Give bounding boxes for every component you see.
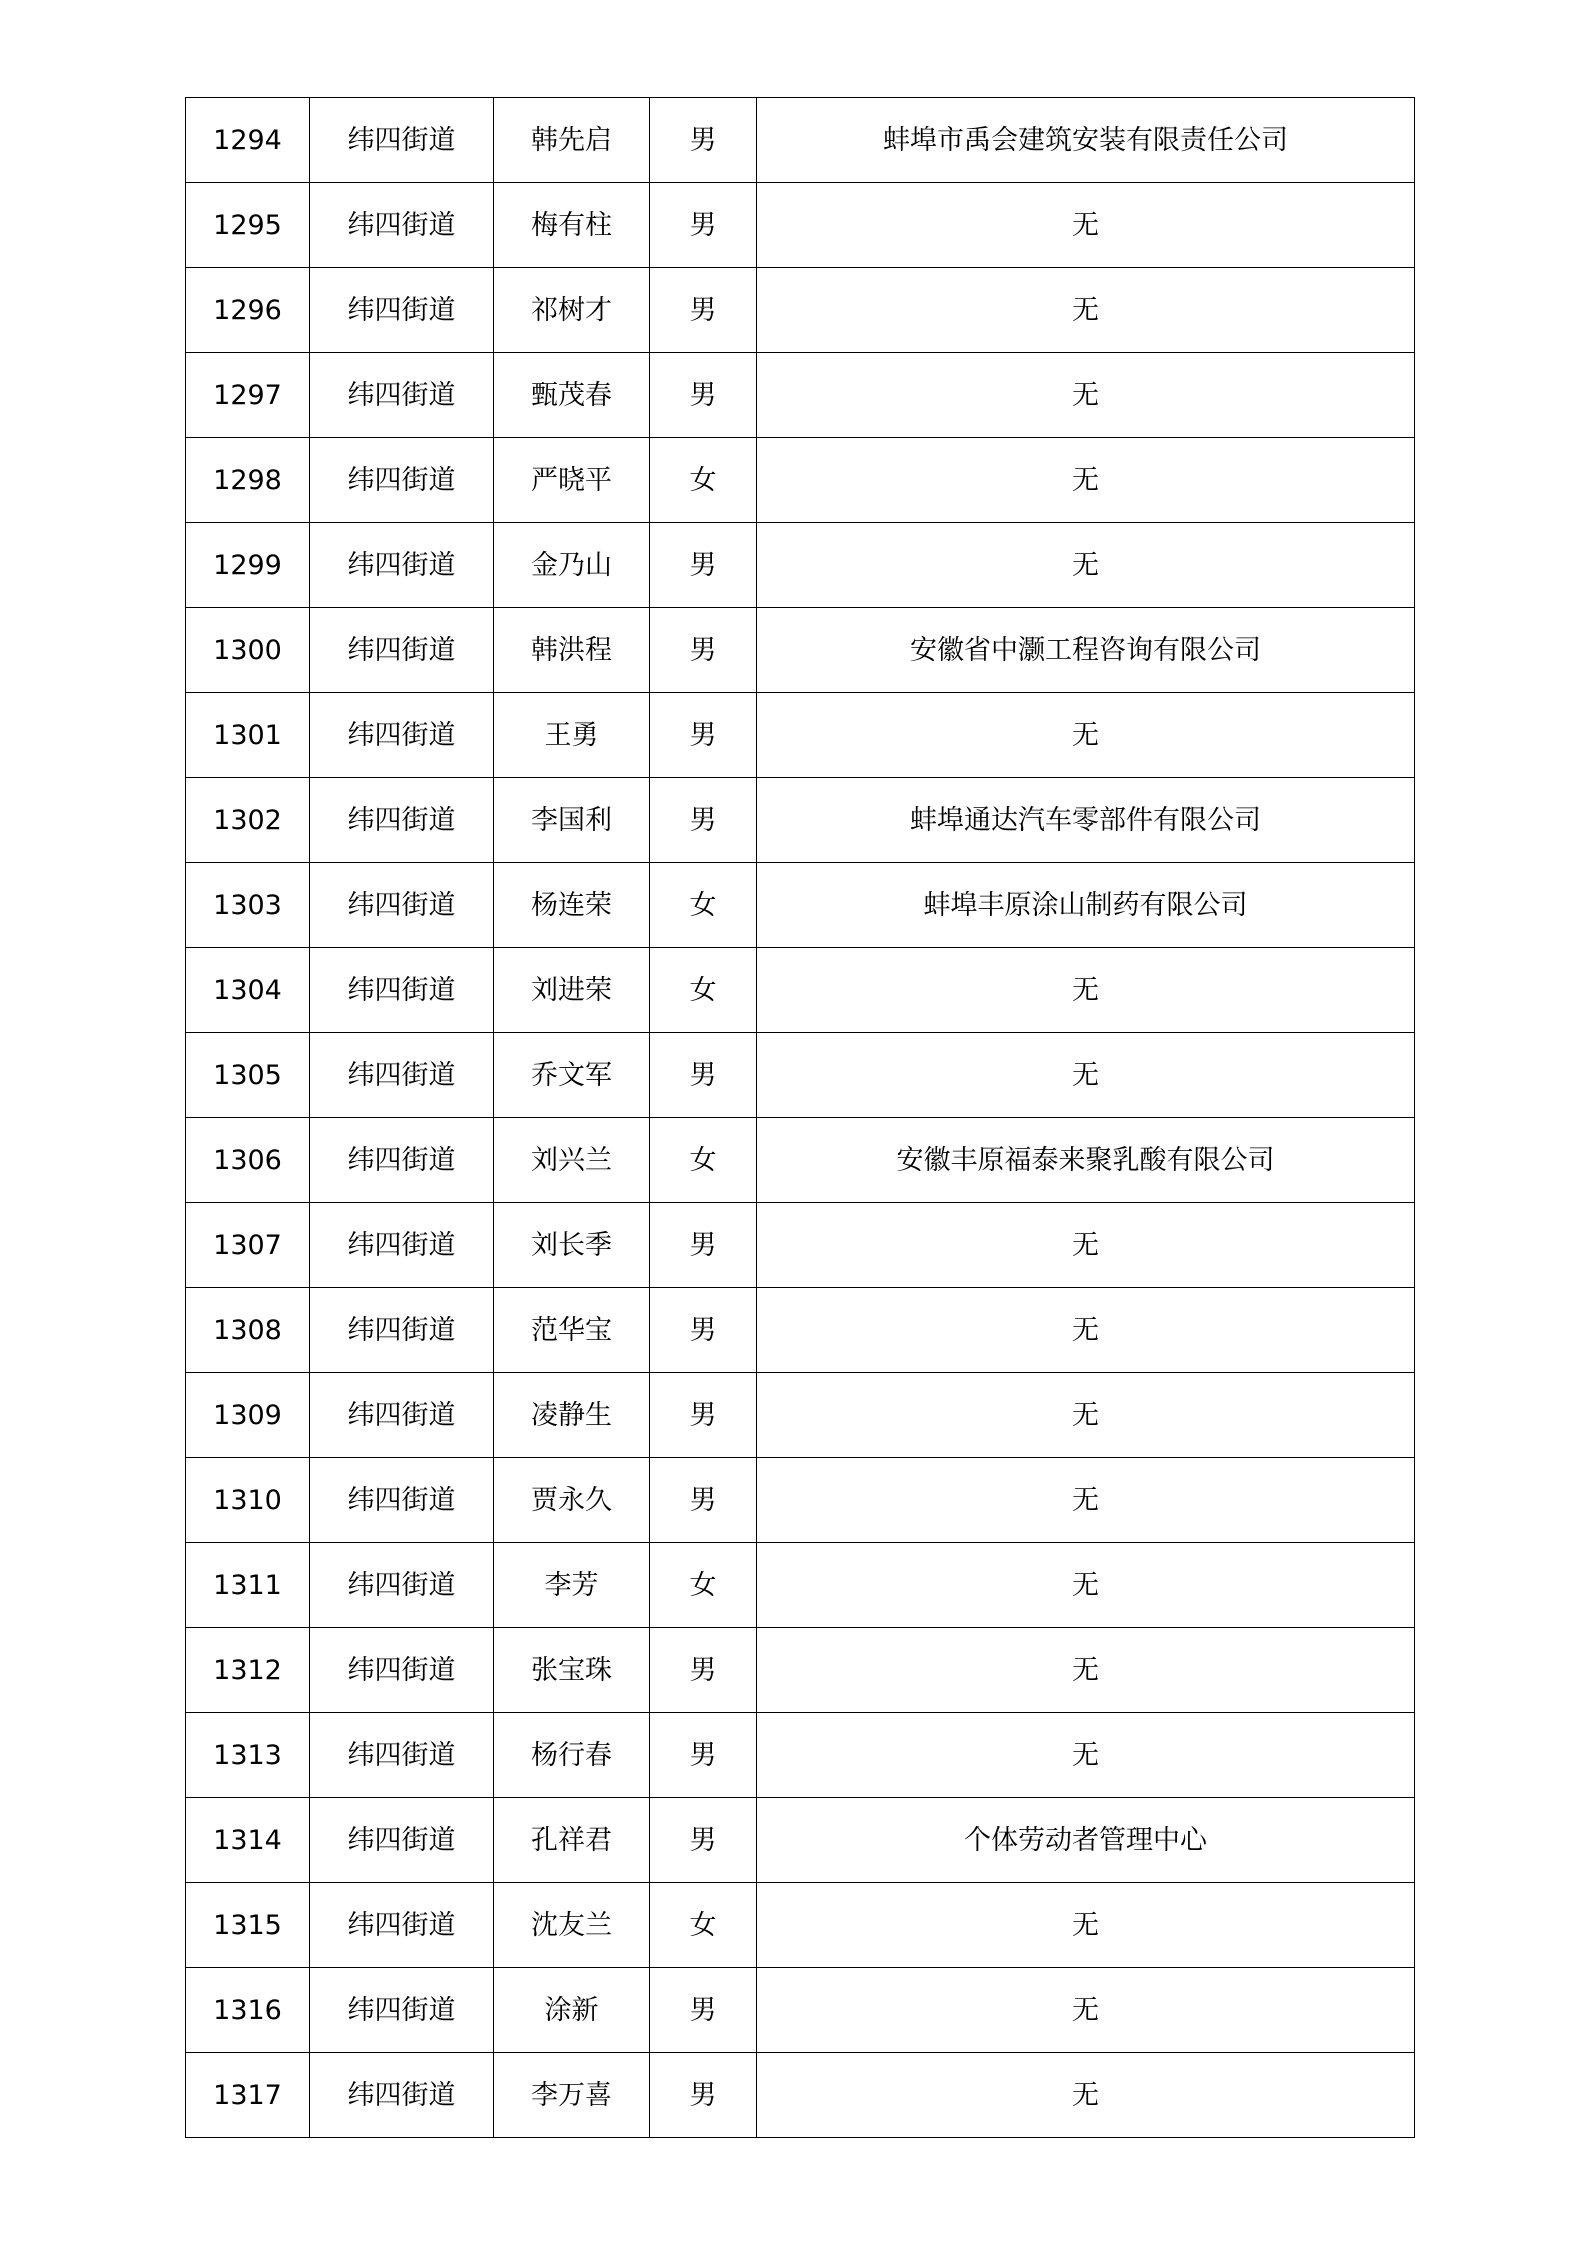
cell-gender: 男 [650,1458,757,1543]
cell-work-unit: 无 [757,693,1415,778]
cell-number: 1307 [186,1203,310,1288]
cell-gender: 女 [650,438,757,523]
cell-gender: 男 [650,1628,757,1713]
cell-gender: 男 [650,1713,757,1798]
cell-street: 纬四街道 [310,1288,494,1373]
table-row [186,1798,1415,1883]
cell-name: 严晓平 [494,438,650,523]
cell-street: 纬四街道 [310,1713,494,1798]
table-row [186,268,1415,353]
cell-number: 1310 [186,1458,310,1543]
cell-work-unit: 无 [757,1203,1415,1288]
cell-name: 李万喜 [494,2053,650,2138]
cell-gender: 男 [650,523,757,608]
cell-work-unit: 无 [757,1543,1415,1628]
cell-work-unit: 无 [757,353,1415,438]
cell-number: 1309 [186,1373,310,1458]
cell-name: 金乃山 [494,523,650,608]
cell-work-unit: 无 [757,523,1415,608]
cell-work-unit: 无 [757,1713,1415,1798]
cell-work-unit: 无 [757,1288,1415,1373]
cell-street: 纬四街道 [310,948,494,1033]
cell-number: 1299 [186,523,310,608]
cell-street: 纬四街道 [310,1628,494,1713]
cell-number: 1302 [186,778,310,863]
cell-work-unit: 无 [757,1968,1415,2053]
cell-street: 纬四街道 [310,183,494,268]
table-row [186,693,1415,778]
cell-street: 纬四街道 [310,268,494,353]
cell-work-unit: 无 [757,948,1415,1033]
cell-work-unit: 蚌埠通达汽车零部件有限公司 [757,778,1415,863]
table-row [186,1033,1415,1118]
cell-street: 纬四街道 [310,1543,494,1628]
cell-gender: 男 [650,1968,757,2053]
cell-name: 祁树才 [494,268,650,353]
table-row [186,778,1415,863]
cell-name: 杨连荣 [494,863,650,948]
cell-street: 纬四街道 [310,1373,494,1458]
cell-name: 涂新 [494,1968,650,2053]
cell-gender: 男 [650,2053,757,2138]
cell-work-unit: 无 [757,2053,1415,2138]
cell-number: 1311 [186,1543,310,1628]
cell-work-unit: 无 [757,1033,1415,1118]
cell-number: 1306 [186,1118,310,1203]
cell-name: 刘兴兰 [494,1118,650,1203]
cell-street: 纬四街道 [310,608,494,693]
cell-street: 纬四街道 [310,1458,494,1543]
cell-gender: 男 [650,608,757,693]
cell-work-unit: 蚌埠市禹会建筑安装有限责任公司 [757,98,1415,183]
cell-gender: 女 [650,948,757,1033]
cell-number: 1300 [186,608,310,693]
table-row [186,1543,1415,1628]
table-row [186,1968,1415,2053]
cell-number: 1304 [186,948,310,1033]
cell-name: 刘长季 [494,1203,650,1288]
cell-number: 1305 [186,1033,310,1118]
cell-name: 张宝珠 [494,1628,650,1713]
cell-street: 纬四街道 [310,1883,494,1968]
cell-street: 纬四街道 [310,353,494,438]
cell-street: 纬四街道 [310,1118,494,1203]
cell-gender: 男 [650,353,757,438]
cell-gender: 男 [650,1203,757,1288]
cell-work-unit: 安徽省中灏工程咨询有限公司 [757,608,1415,693]
table-row [186,1203,1415,1288]
table-row [186,1713,1415,1798]
cell-work-unit: 个体劳动者管理中心 [757,1798,1415,1883]
cell-number: 1301 [186,693,310,778]
table-row [186,353,1415,438]
table-row [186,438,1415,523]
table-row [186,608,1415,693]
cell-work-unit: 安徽丰原福泰来聚乳酸有限公司 [757,1118,1415,1203]
cell-number: 1317 [186,2053,310,2138]
table-row [186,183,1415,268]
cell-number: 1295 [186,183,310,268]
cell-gender: 男 [650,693,757,778]
table-row [186,1458,1415,1543]
table-row [186,1628,1415,1713]
table-row [186,1288,1415,1373]
cell-work-unit: 无 [757,438,1415,523]
table-row [186,863,1415,948]
cell-street: 纬四街道 [310,523,494,608]
cell-street: 纬四街道 [310,438,494,523]
cell-gender: 女 [650,1883,757,1968]
cell-work-unit: 无 [757,1373,1415,1458]
cell-street: 纬四街道 [310,693,494,778]
cell-number: 1315 [186,1883,310,1968]
cell-street: 纬四街道 [310,1798,494,1883]
cell-number: 1303 [186,863,310,948]
cell-name: 韩洪程 [494,608,650,693]
cell-name: 凌静生 [494,1373,650,1458]
cell-number: 1314 [186,1798,310,1883]
table-row [186,2053,1415,2138]
cell-name: 李国利 [494,778,650,863]
cell-work-unit: 无 [757,1628,1415,1713]
cell-name: 贾永久 [494,1458,650,1543]
cell-number: 1296 [186,268,310,353]
cell-gender: 男 [650,98,757,183]
cell-street: 纬四街道 [310,2053,494,2138]
table-row [186,98,1415,183]
cell-name: 沈友兰 [494,1883,650,1968]
cell-work-unit: 蚌埠丰原涂山制药有限公司 [757,863,1415,948]
cell-work-unit: 无 [757,268,1415,353]
cell-street: 纬四街道 [310,98,494,183]
cell-name: 李芳 [494,1543,650,1628]
cell-number: 1298 [186,438,310,523]
table-row [186,1373,1415,1458]
cell-name: 王勇 [494,693,650,778]
cell-gender: 女 [650,863,757,948]
table-row [186,948,1415,1033]
cell-name: 孔祥君 [494,1798,650,1883]
cell-gender: 女 [650,1118,757,1203]
cell-gender: 男 [650,778,757,863]
cell-street: 纬四街道 [310,778,494,863]
cell-gender: 女 [650,1543,757,1628]
cell-gender: 男 [650,1798,757,1883]
cell-name: 韩先启 [494,98,650,183]
cell-street: 纬四街道 [310,1968,494,2053]
cell-name: 刘进荣 [494,948,650,1033]
cell-work-unit: 无 [757,183,1415,268]
cell-street: 纬四街道 [310,863,494,948]
cell-name: 范华宝 [494,1288,650,1373]
cell-gender: 男 [650,1033,757,1118]
cell-number: 1294 [186,98,310,183]
cell-number: 1308 [186,1288,310,1373]
cell-street: 纬四街道 [310,1203,494,1288]
cell-gender: 男 [650,1288,757,1373]
cell-street: 纬四街道 [310,1033,494,1118]
table-row [186,1883,1415,1968]
table-row [186,523,1415,608]
roster-table-body [186,98,1415,2138]
table-row [186,1118,1415,1203]
cell-number: 1316 [186,1968,310,2053]
cell-name: 杨行春 [494,1713,650,1798]
cell-name: 乔文军 [494,1033,650,1118]
roster-table [185,97,1415,2138]
cell-number: 1313 [186,1713,310,1798]
cell-gender: 男 [650,183,757,268]
cell-gender: 男 [650,1373,757,1458]
cell-work-unit: 无 [757,1883,1415,1968]
cell-work-unit: 无 [757,1458,1415,1543]
cell-name: 梅有柱 [494,183,650,268]
cell-name: 甄茂春 [494,353,650,438]
cell-number: 1297 [186,353,310,438]
cell-number: 1312 [186,1628,310,1713]
cell-gender: 男 [650,268,757,353]
